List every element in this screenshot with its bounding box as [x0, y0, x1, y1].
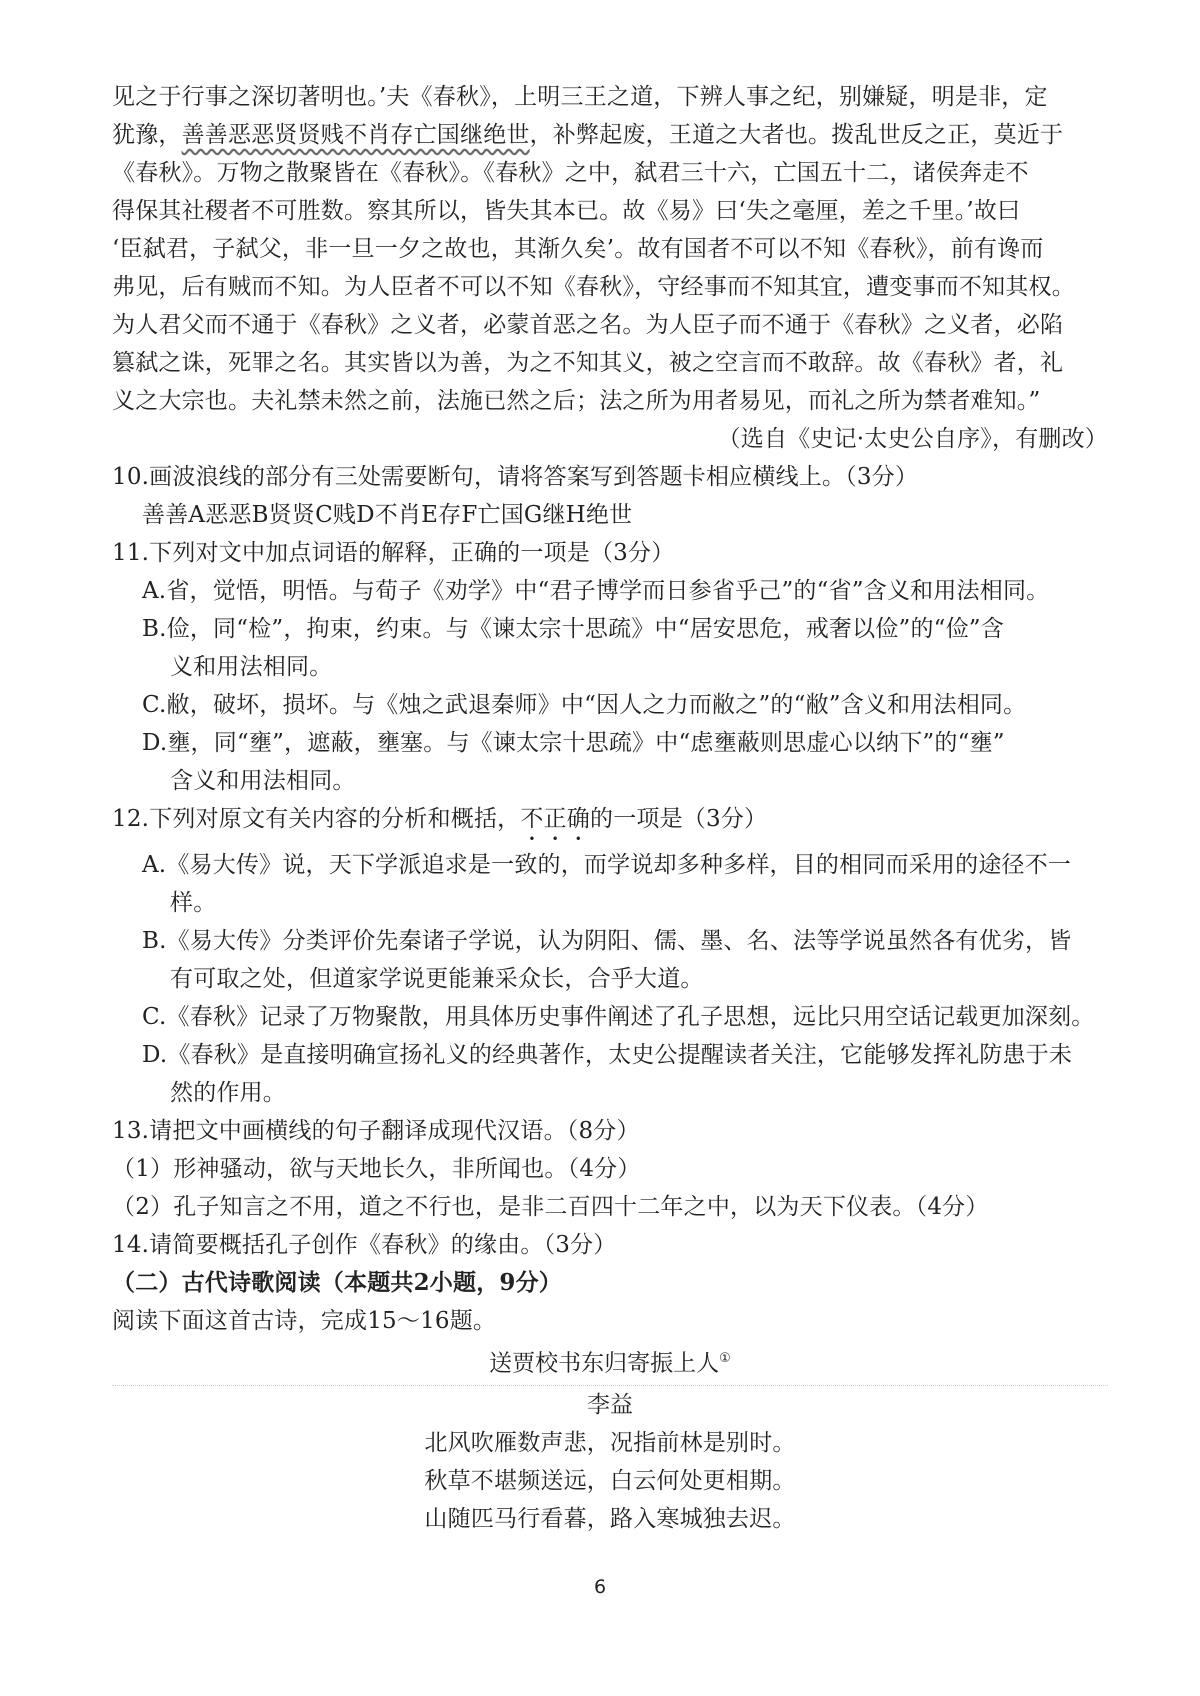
option-d: D.壅，同“壅”，遮蔽，壅塞。与《谏太宗十思疏》中“虑壅蔽则思虚心以纳下”的“壅”: [142, 730, 1005, 756]
page-number: 6: [593, 1576, 607, 1598]
option-d-continued: 然的作用。: [170, 1080, 286, 1106]
option-d-continued: 含义和用法相同。: [170, 768, 356, 794]
option-a-continued: 样。: [170, 890, 217, 916]
question-10: [112, 458, 1108, 534]
footnote-marker: ①: [719, 1351, 731, 1366]
section-heading: （二）古代诗歌阅读（本题共2小题，9分）: [112, 1269, 563, 1296]
question-12: [112, 800, 1108, 1112]
option-b: B.俭，同“检”，拘束，约束。与《谏太宗十思疏》中“居安思危，戒奢以俭”的“俭”含: [142, 616, 1004, 642]
option-d: D.《春秋》是直接明确宣扬礼义的经典著作，太史公提醒读者关注，它能够发挥礼防患于未: [142, 1042, 1073, 1068]
question-answer-line: 善善A恶恶B贤贤C贱D不肖E存F亡国G继H绝世: [142, 502, 633, 528]
sub-question-1: （1）形神骚动，欲与天地长久，非所闻也。（4分）: [112, 1156, 641, 1182]
option-a: A.省，觉悟，明悟。与荀子《劝学》中“君子博学而日参省乎己”的“省”含义和用法相同。: [142, 578, 1050, 604]
passage-line: ‘臣弑君，子弑父，非一旦一夕之故也，其渐久矣’。故有国者不可以不知《春秋》，前有谗而: [112, 236, 1044, 262]
option-c: C.敝，破坏，损坏。与《烛之武退秦师》中“因人之力而敝之”的“敝”含义和用法相同。: [142, 692, 1027, 718]
classical-passage: [112, 78, 1108, 458]
question-stem: 11.下列对文中加点词语的解释，正确的一项是（3分）: [112, 540, 675, 566]
wavy-underlined-text: 善善恶恶贤贤贱不肖存亡国继绝世: [181, 122, 530, 148]
passage-line: 见之于行事之深切著明也。’夫《春秋》，上明三王之道，下辨人事之纪，别嫌疑，明是非，定: [112, 84, 1048, 110]
poem-title: 送贾校书东归寄振上人①: [489, 1350, 731, 1377]
option-b-continued: 义和用法相同。: [170, 654, 333, 680]
option-c: C.《春秋》记录了万物聚散，用具体历史事件阐述了孔子思想，远比只用空话记载更加深刻。: [142, 1004, 1095, 1030]
question-14: [112, 1226, 1108, 1264]
question-13: [112, 1112, 1108, 1226]
passage-line: 弗见，后有贼而不知。为人臣者不可以不知《春秋》，守经事而不知其宜，遭变事而不知其权。: [112, 274, 1075, 300]
question-stem: 12.下列对原文有关内容的分析和概括，不正确的一项是（3分）: [112, 806, 768, 832]
passage-line: 得保其社稷者不可胜数。察其所以，皆失其本已。故《易》曰‘失之毫厘，差之千里。’故曰: [112, 198, 1021, 224]
poem-line: 秋草不堪频送远，白云何处更相期。: [424, 1467, 796, 1494]
question-stem: 10.画波浪线的部分有三处需要断句，请将答案写到答题卡相应横线上。（3分）: [112, 464, 919, 490]
section-instruction: 阅读下面这首古诗，完成15～16题。: [112, 1308, 497, 1334]
question-11: [112, 534, 1108, 800]
passage-line: 《春秋》。万物之散聚皆在《春秋》。《春秋》之中，弑君三十六，亡国五十二，诸侯奔走不: [112, 160, 1029, 186]
question-stem: 13.请把文中画横线的句子翻译成现代汉语。（8分）: [112, 1118, 640, 1144]
sub-question-2: （2）孔子知言之不用，道之不行也，是非二百四十二年之中，以为天下仪表。（4分）: [112, 1194, 989, 1220]
emphasis-dotted-text: 不正确: [520, 806, 590, 832]
poem-line: 北风吹雁数声悲，况指前林是别时。: [424, 1429, 796, 1456]
passage-line: 犹豫，善善恶恶贤贤贱不肖存亡国继绝世，补弊起废，王道之大者也。拨乱世反之正，莫近于: [112, 122, 1064, 148]
page-content: [112, 78, 1108, 1538]
passage-line: 篡弑之诛，死罪之名。其实皆以为善，为之不知其义，被之空言而不敢辞。故《春秋》者，礼: [112, 350, 1064, 376]
passage-source: （选自《史记·太史公自序》，有删改）: [717, 426, 1108, 452]
option-b: B.《易大传》分类评价先秦诸子学说，认为阴阳、儒、墨、名、法等学说虽然各有优劣，皆: [142, 928, 1072, 954]
question-stem: 14.请简要概括孔子创作《春秋》的缘由。（3分）: [112, 1232, 617, 1258]
section-poetry: [112, 1264, 1108, 1538]
option-a: A.《易大传》说，天下学派追求是一致的，而学说却多种多样，目的相同而采用的途径不一: [142, 852, 1072, 878]
passage-line: 为人君父而不通于《春秋》之义者，必蒙首恶之名。为人臣子而不通于《春秋》之义者，必陷: [112, 312, 1064, 338]
passage-line: 义之大宗也。夫礼禁未然之前，法施已然之后；法之所为用者易见，而礼之所为禁者难知。”: [112, 388, 1041, 414]
option-b-continued: 有可取之处，但道家学说更能兼采众长，合乎大道。: [170, 966, 704, 992]
poem-author: 李益: [587, 1391, 633, 1418]
poem-line: 山随匹马行看暮，路入寒城独去迟。: [424, 1505, 796, 1532]
